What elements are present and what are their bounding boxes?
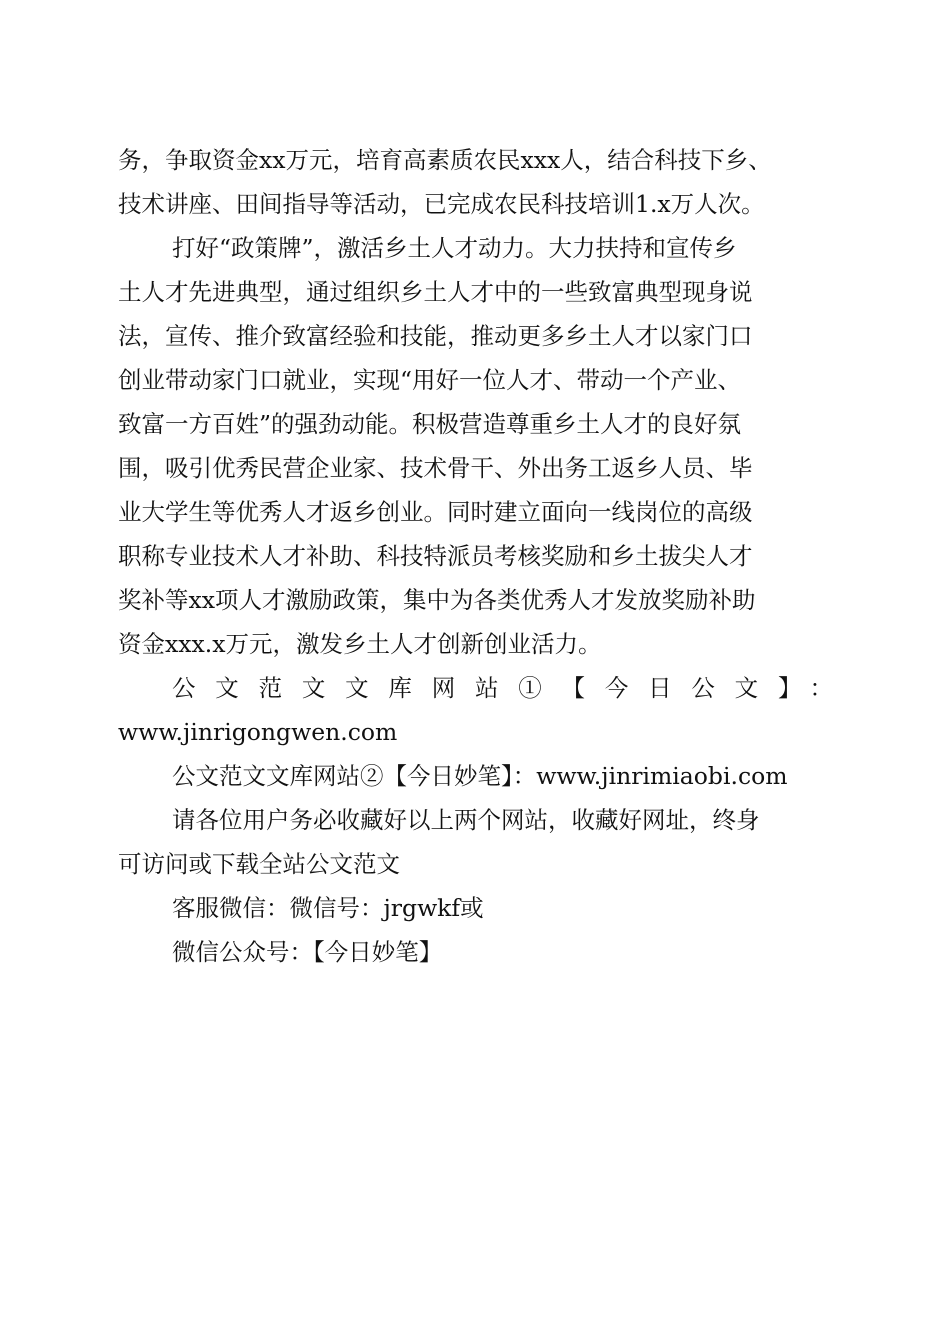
text-line: 业大学生等优秀人才返乡创业。同时建立面向一线岗位的高级 bbox=[118, 498, 753, 526]
paragraph-policy bbox=[118, 226, 833, 666]
site1-url[interactable]: www.jinrigongwen.com bbox=[118, 718, 398, 746]
footer-notice bbox=[118, 666, 833, 974]
notice-line: 可访问或下载全站公文范文 bbox=[118, 850, 400, 878]
document-body bbox=[118, 138, 833, 974]
site1-label: 公文范文文库网站①【今日公文】： bbox=[172, 674, 833, 702]
site2-line[interactable]: 公文范文文库网站②【今日妙笔】：www.jinrimiaobi.com bbox=[172, 762, 788, 790]
text-line: 法，宣传、推介致富经验和技能，推动更多乡土人才以家门口 bbox=[118, 322, 753, 350]
text-line: 创业带动家门口就业，实现“用好一位人才、带动一个产业、 bbox=[118, 366, 742, 394]
text-line: 围，吸引优秀民营企业家、技术骨干、外出务工返乡人员、毕 bbox=[118, 454, 753, 482]
notice-line: 请各位用户务必收藏好以上两个网站，收藏好网址，终身 bbox=[172, 806, 760, 834]
text-line: 土人才先进典型，通过组织乡土人才中的一些致富典型现身说 bbox=[118, 278, 753, 306]
text-line: 打好“政策牌”，激活乡土人才动力。大力扶持和宣传乡 bbox=[172, 234, 737, 262]
text-line: 技术讲座、田间指导等活动，已完成农民科技培训1.x万人次。 bbox=[118, 190, 765, 218]
text-line: 奖补等xx项人才激励政策，集中为各类优秀人才发放奖励补助 bbox=[118, 586, 756, 614]
text-line: 务，争取资金xx万元，培育高素质农民xxx人，结合科技下乡、 bbox=[118, 146, 772, 174]
text-line: 资金xxx.x万元，激发乡土人才创新创业活力。 bbox=[118, 630, 602, 658]
text-line: 职称专业技术人才补助、科技特派员考核奖励和乡土拔尖人才 bbox=[118, 542, 753, 570]
paragraph-continued bbox=[118, 138, 833, 226]
service-wechat: 客服微信：微信号：jrgwkf或 bbox=[172, 894, 484, 922]
official-account: 微信公众号：【今日妙笔】 bbox=[172, 938, 443, 966]
text-line: 致富一方百姓”的强劲动能。积极营造尊重乡土人才的良好氛 bbox=[118, 410, 742, 438]
